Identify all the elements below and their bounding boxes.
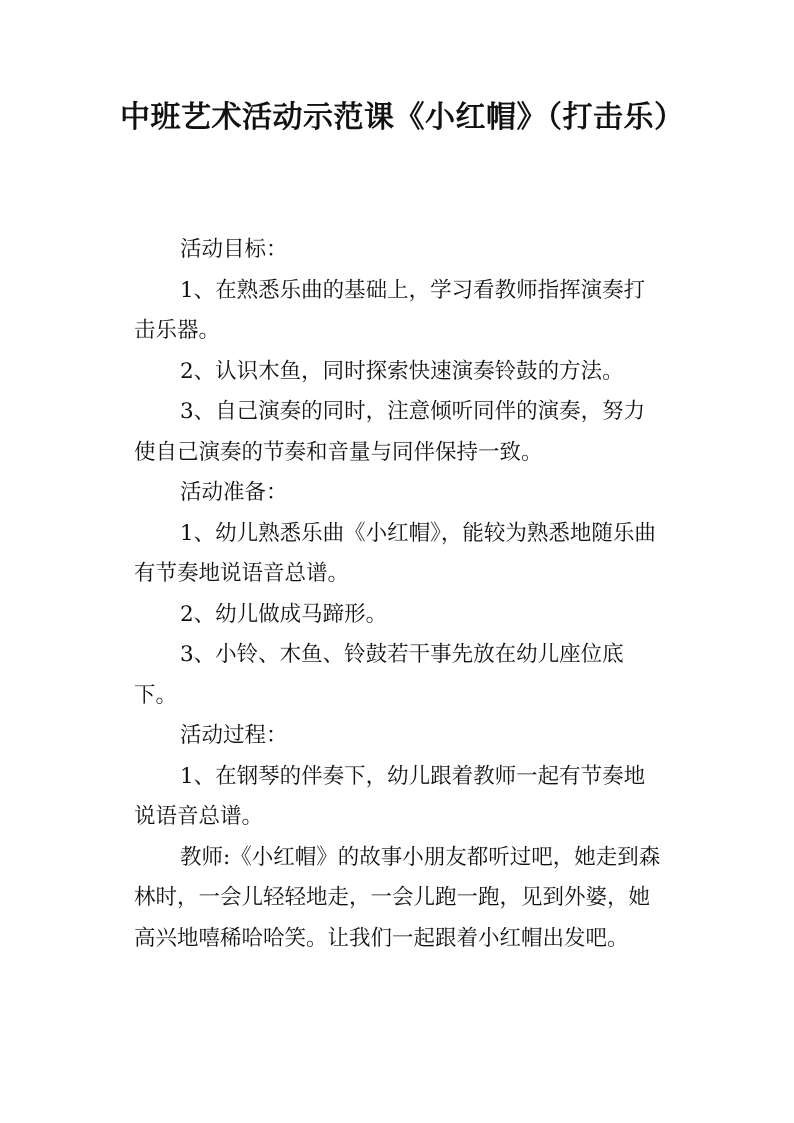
section-heading-preparation: 活动准备： [180,480,288,505]
section-heading-goals: 活动目标： [180,237,288,262]
goal-item-1: 1、在熟悉乐曲的基础上，学习看教师指挥演奏打击乐器。 [134,277,646,343]
teacher-dialogue: 教师:《小红帽》的故事小朋友都听过吧，她走到森林时，一会儿轻轻地走，一会儿跑一跑，见到外婆，她高兴地嘻稀哈哈笑。让我们一起跟着小红帽出发吧。 [134,844,661,951]
preparation-item-1: 1、幼儿熟悉乐曲《小红帽》，能较为熟悉地随乐曲有节奏地说语音总谱。 [134,520,656,586]
document-title: 中班艺术活动示范课《小红帽》（打击乐） [120,100,685,135]
document-body [134,230,664,959]
section-heading-process: 活动过程： [180,723,288,748]
goal-item-3: 3、自己演奏的同时，注意倾听同伴的演奏，努力使自己演奏的节奏和音量与同伴保持一致。 [134,399,646,465]
preparation-item-2: 2、幼儿做成马蹄形。 [180,601,388,627]
goal-item-2: 2、认识木鱼，同时探索快速演奏铃鼓的方法。 [180,358,624,384]
process-item-1: 1、在钢琴的伴奏下，幼儿跟着教师一起有节奏地说语音总谱。 [134,763,646,829]
preparation-item-3: 3、小铃、木鱼、铃鼓若干事先放在幼儿座位底下。 [134,642,624,708]
